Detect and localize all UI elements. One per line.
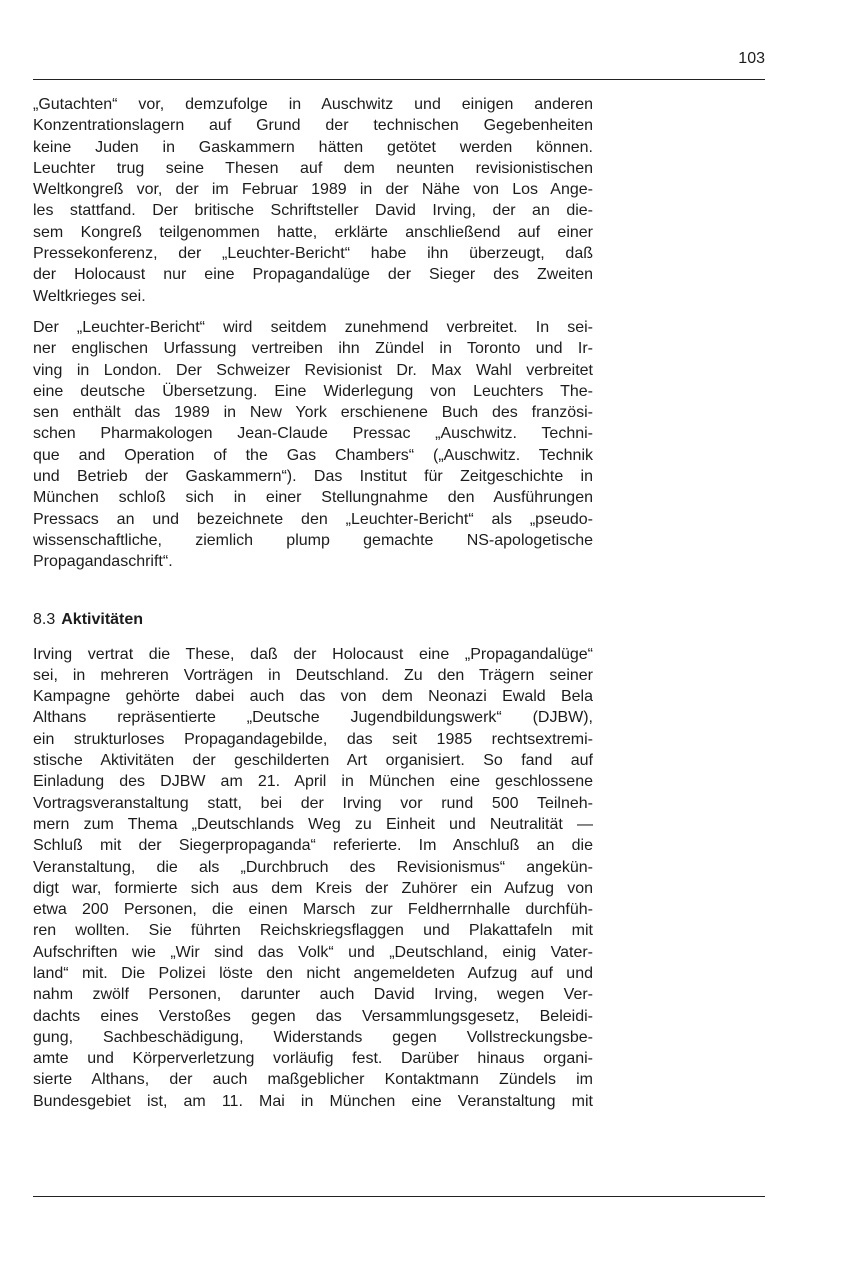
- text-line: München schloß sich in einer Stellungnahme den Ausführungen: [33, 489, 593, 507]
- text-line: Althans repräsentierte „Deutsche Jugendbildungswerk“ (DJBW),: [33, 709, 593, 727]
- text-line: amte und Körperverletzung vorläufig fest. Darüber hinaus organi-: [33, 1050, 593, 1068]
- text-line: Pressekonferenz, der „Leuchter-Bericht“ habe ihn überzeugt, daß: [33, 245, 593, 263]
- text-line: etwa 200 Personen, die einen Marsch zur Feldherrnhalle durchfüh-: [33, 901, 593, 919]
- text-line: sei, in mehreren Vorträgen in Deutschland. Zu den Trägern seiner: [33, 666, 593, 684]
- text-line: Konzentrationslagern auf Grund der technischen Gegebenheiten: [33, 117, 593, 135]
- text-line: Weltkrieges sei.: [33, 287, 146, 305]
- text-line: keine Juden in Gaskammern hätten getötet werden können.: [33, 138, 593, 156]
- paragraph-2: [33, 317, 593, 573]
- text-line: nahm zwölf Personen, darunter auch David Irving, wegen Ver-: [33, 986, 593, 1004]
- text-line: und Betrieb der Gaskammern“). Das Institut für Zeitgeschichte in: [33, 468, 593, 486]
- text-line: les stattfand. Der britische Schriftsteller David Irving, der an die-: [33, 202, 593, 220]
- text-line: sierte Althans, der auch maßgeblicher Kontaktmann Zündels im: [33, 1071, 593, 1089]
- text-line: ren wollten. Sie führten Reichskriegsflaggen und Plakattafeln mit: [33, 922, 593, 940]
- text-line: Weltkongreß vor, der im Februar 1989 in der Nähe von Los Ange-: [33, 181, 593, 199]
- text-line: land“ mit. Die Polizei löste den nicht angemeldeten Aufzug auf und: [33, 964, 593, 982]
- section-number: 8.3: [33, 610, 56, 628]
- section-heading: [33, 609, 593, 630]
- paragraph-1: [33, 94, 593, 307]
- text-line: Einladung des DJBW am 21. April in München eine geschlossene: [33, 773, 593, 791]
- text-line: Pressacs an und bezeichnete den „Leuchter-Bericht“ als „pseudo-: [33, 510, 593, 528]
- text-line: „Gutachten“ vor, demzufolge in Auschwitz und einigen anderen: [33, 96, 593, 113]
- page-body: [33, 94, 593, 1112]
- text-line: Veranstaltung, die als „Durchbruch des Revisionismus“ angekün-: [33, 858, 593, 876]
- text-line: mern zum Thema „Deutschlands Weg zu Einheit und Neutralität —: [33, 815, 593, 833]
- text-line: ein strukturloses Propagandagebilde, das seit 1985 rechtsextremi-: [33, 730, 593, 748]
- text-line: gung, Sachbeschädigung, Widerstands gegen Vollstreckungsbe-: [33, 1028, 593, 1046]
- section-title: Aktivitäten: [61, 610, 144, 628]
- footer-rule: [33, 1196, 765, 1197]
- text-line: Propagandaschrift“.: [33, 553, 173, 571]
- text-line: Leuchter trug seine Thesen auf dem neunten revisionistischen: [33, 159, 593, 177]
- text-line: dachts eines Verstoßes gegen das Versammlungsgesetz, Beleidi-: [33, 1007, 593, 1025]
- text-line: Aufschriften wie „Wir sind das Volk“ und „Deutschland, einig Vater-: [33, 943, 593, 961]
- text-line: eine deutsche Übersetzung. Eine Widerlegung von Leuchters The-: [33, 382, 593, 400]
- text-line: sem Kongreß teilgenommen hatte, erklärte anschließend auf einer: [33, 223, 593, 241]
- text-line: schen Pharmakologen Jean-Claude Pressac „Auschwitz. Techni-: [33, 425, 593, 443]
- text-line: Bundesgebiet ist, am 11. Mai in München eine Veranstaltung mit: [33, 1092, 593, 1110]
- text-line: wissenschaftliche, ziemlich plump gemachte NS-apologetische: [33, 531, 593, 549]
- text-line: que and Operation of the Gas Chambers“ („Auschwitz. Technik: [33, 446, 593, 464]
- page-number: 103: [738, 50, 765, 67]
- text-line: Vortragsveranstaltung statt, bei der Irving vor rund 500 Teilneh-: [33, 794, 593, 812]
- text-line: der Holocaust nur eine Propagandalüge der Sieger des Zweiten: [33, 266, 593, 284]
- paragraph-3: [33, 644, 593, 1113]
- header-rule: [33, 79, 765, 80]
- text-line: Schluß mit der Siegerpropaganda“ referierte. Im Anschluß an die: [33, 837, 593, 855]
- text-line: stische Aktivitäten der geschilderten Art organisiert. So fand auf: [33, 752, 593, 770]
- text-line: Kampagne gehörte dabei auch das von dem Neonazi Ewald Bela: [33, 688, 593, 706]
- text-line: sen enthält das 1989 in New York erschienene Buch des französi-: [33, 404, 593, 422]
- text-line: Der „Leuchter-Bericht“ wird seitdem zunehmend verbreitet. In sei-: [33, 318, 593, 336]
- text-line: Irving vertrat die These, daß der Holocaust eine „Propagandalüge“: [33, 645, 593, 663]
- text-line: digt war, formierte sich aus dem Kreis der Zuhörer ein Aufzug von: [33, 879, 593, 897]
- text-line: ving in London. Der Schweizer Revisionist Dr. Max Wahl verbreitet: [33, 361, 593, 379]
- text-line: ner englischen Urfassung vertreiben ihn Zündel in Toronto und Ir-: [33, 340, 593, 358]
